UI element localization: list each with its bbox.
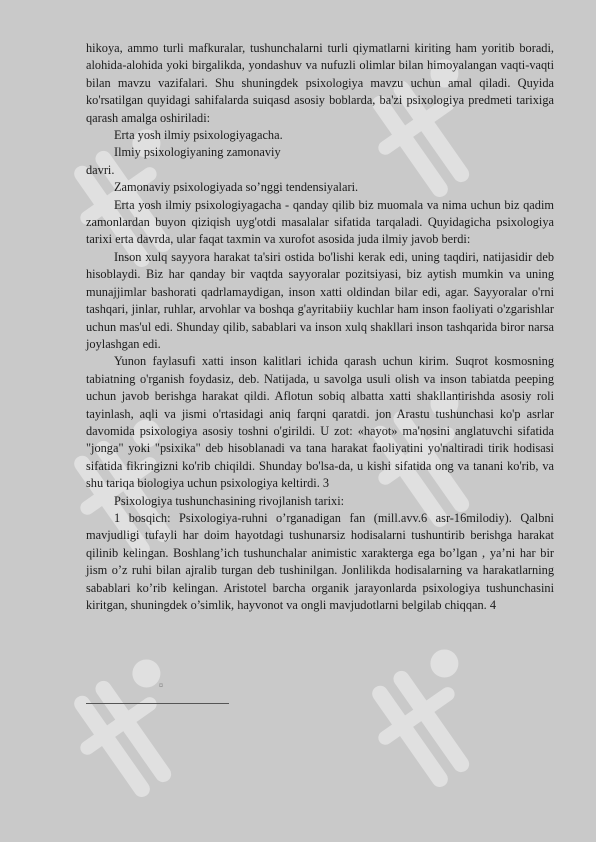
footnote-divider xyxy=(86,703,229,704)
paragraph-intro: hikoya, ammo turli mafkuralar, tushunchalarni turli qiymatlarni kiriting ham yoritib boradi, alohida-alohida yoki birgalikda, yondashuv va nufuzli olimlar bilan himoyalangan vaqti-vaqti bilan mavzu vazifalari. Shu shuningdek psixologiya mavzu uchun amal qiladi. Quyida ko'rsatilgan quyidagi sahifalarda suiqasd asosiy boblarda, ba'zi psixologiya predmeti tarixiga qarash amalga oshiriladi: xyxy=(86,41,554,125)
paragraph-planets: Inson xulq sayyora harakat ta'siri ostida bo'lishi kerak edi, uning taqdiri, natijasidir deb hisoblaydi. Biz har qanday bir vaqtda sayyoralar pozitsiyasi, biz aytish mumkin va uning munajjimlar bashorati qadrlamaydigan, inson xatti oldindan bilar edi, agar. Sayyoralar o'rni tashqari, jinlar, ruhlar, arvohlar va boshqa g'ayritabiiy kuchlar ham inson faoliyati o'zgarishlar uchun mas'ul edi. Shunday qilib, sabablari va inson xulq shakllari inson tashqarida biror narsa joylashgan edi. xyxy=(86,249,554,351)
paragraph-stage-one: 1 bosqich: Psixologiya-ruhni o’rganadigan fan (mill.avv.6 asr-16milodiy). Qalbni mavjudligi tufayli har doim hayotdagi tushunarsiz hodisalarni tushuntirib berishga harakat qilinib kelingan. Boshlang’ich tushunchalar animistic xarakterga ega bo’lgan , ya’ni har bir jism o’z ruhi bilan ajralib turgan deb tushinilgan. Jonlilikda hodisalarning va harakatlarning sabablari ko’rib kelingan. Aristotel barcha organik jarayonlarda psixologiya tushunchasini kiritgan, shuningdek o’simlik, hayvonot va ongli mavjudotlarni belgilab chiqqan. 4 xyxy=(86,510,554,612)
list-item-early-period: Erta yosh ilmiy psixologiyagacha. xyxy=(114,128,283,143)
paragraph-early-psychology: Erta yosh ilmiy psixologiyagacha - qanday qilib biz muomala va nima uchun biz qadim zamonlardan buyon qiziqish uyg'otdi masalalar sifatida tarqaladi. Quyidagicha psixologiya tarixi erta davrda, ular faqat taxmin va xurofot asosida juda ilmiy javob berdi: xyxy=(86,197,554,247)
watermark-logo-icon xyxy=(360,640,510,810)
footnote-marker: ¤ xyxy=(159,681,163,690)
list-item-modern-period: Ilmiy psixologiyaning zamonaviy xyxy=(114,145,281,160)
list-item-recent-trends: Zamonaviy psixologiyada so’nggi tendensiyalari. xyxy=(114,180,359,195)
document-body xyxy=(86,40,554,614)
list-item-modern-period-cont: davri. xyxy=(86,162,115,177)
paragraph-greek-philosophers: Yunon faylasufi xatti inson kalitlari ichida qarash uchun kirim. Suqrot kosmosning tabiatning o'rganish foydasiz, deb. Natijada, u savolga usuli olish va inson tabiatda peeping uchun javob berishga harakat qildi. Aflotun sobiq albatta xatti shakllantirishda asosiy roli tayinlash, aqli va jismi o'rtasidagi aniq farqni qaratdi. jon Arastu tushunchasi ko'p asrlar davomida psixologiya asosiy toshni o'girildi. U zot: «hayot» ma'nosini anglatuvchi sifatida "jonga" yoki "psixika" deb hisoblanadi va tana harakat faoliyatini yo'naltiradi tirik hodisasi sifatida fikringizni ko'rib chiqildi. Shunday bo'lsa-da, u kishi sifatida ong va tanani ko'rib, va shu tariqa biologiya uchun psixologiya keltirdi. 3 xyxy=(86,354,554,491)
section-heading-history: Psixologiya tushunchasining rivojlanish tarixi: xyxy=(114,493,345,508)
watermark-logo-icon xyxy=(62,650,212,820)
